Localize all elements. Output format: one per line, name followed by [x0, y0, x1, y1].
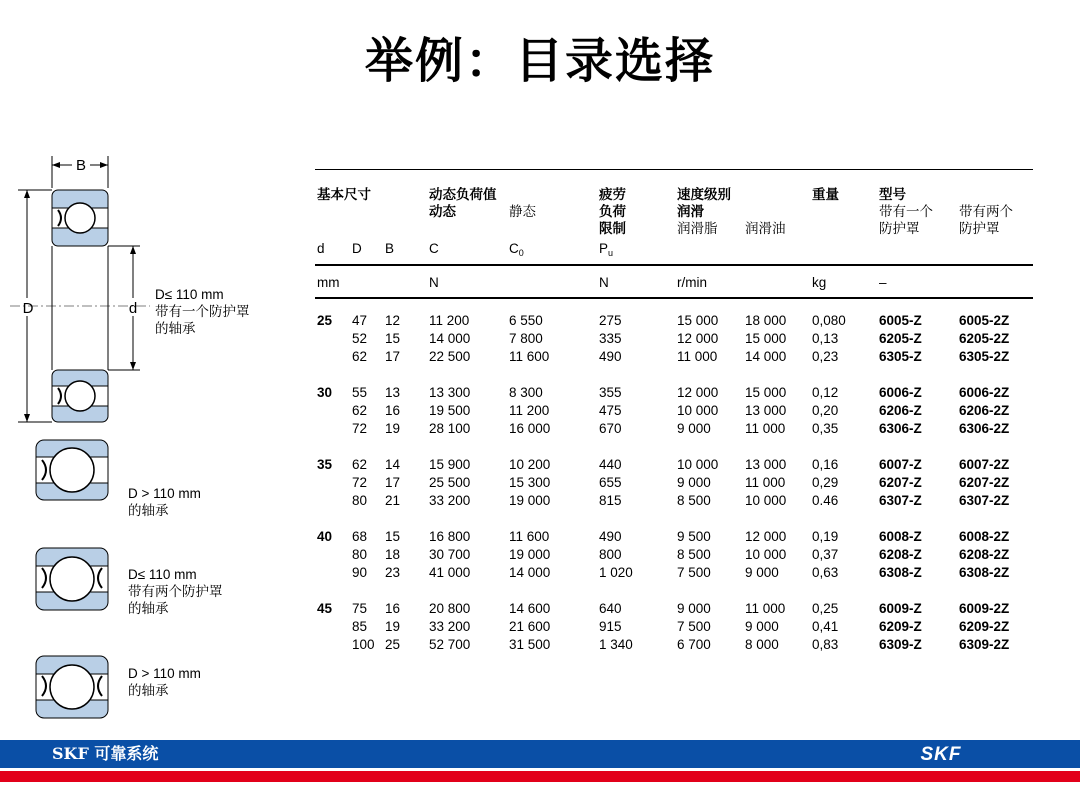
- cell-dynamic-load: 19 500: [429, 403, 471, 418]
- cell-designation-2z: 6307-2Z: [959, 493, 1010, 508]
- unit-speed: r/min: [677, 275, 707, 290]
- cell-speed-oil: 18 000: [745, 313, 787, 328]
- cell-static-load: 21 600: [509, 619, 551, 634]
- cell-fatigue-limit: 440: [599, 457, 622, 472]
- cell-dynamic-load: 25 500: [429, 475, 471, 490]
- cell-weight: 0,080: [812, 313, 846, 328]
- label-outer-d: D: [22, 300, 34, 317]
- cell-speed-grease: 10 000: [677, 403, 719, 418]
- cell-designation-z: 6309-Z: [879, 637, 922, 652]
- bearing-large-two-shields: [36, 656, 108, 718]
- page-title: 举例：目录选择: [364, 33, 715, 89]
- bearing-two-shields: [36, 548, 108, 610]
- cell-static-load: 14 000: [509, 565, 551, 580]
- cell-width-b: 13: [385, 385, 401, 400]
- cell-fatigue-limit: 335: [599, 331, 622, 346]
- cell-outer-d: 85: [352, 619, 368, 634]
- cell-outer-d: 100: [352, 637, 375, 652]
- cell-fatigue-limit: 490: [599, 529, 622, 544]
- header-one-shield: 带有一个 防护罩: [879, 204, 933, 236]
- cell-dynamic-load: 52 700: [429, 637, 471, 652]
- cell-designation-z: 6305-Z: [879, 349, 922, 364]
- cell-static-load: 11 200: [509, 403, 550, 418]
- cell-static-load: 6 550: [509, 313, 543, 328]
- table-units-rule: [315, 297, 1033, 299]
- cell-speed-grease: 8 500: [677, 493, 711, 508]
- cell-outer-d: 80: [352, 547, 368, 562]
- cell-speed-grease: 9 500: [677, 529, 711, 544]
- cell-designation-z: 6308-Z: [879, 565, 922, 580]
- skf-logo: [910, 744, 972, 762]
- cell-static-load: 19 000: [509, 547, 551, 562]
- cell-outer-d: 72: [352, 475, 368, 490]
- cell-dynamic-load: 33 200: [429, 619, 471, 634]
- cell-weight: 0,13: [812, 331, 839, 346]
- caption-large-bearing-2: D > 110 mm 的轴承: [128, 666, 201, 698]
- cell-speed-oil: 9 000: [745, 565, 779, 580]
- cell-weight: 0,23: [812, 349, 839, 364]
- footer-text: SKF 可靠系统: [52, 744, 159, 763]
- header-weight: 重量: [812, 187, 839, 202]
- cell-width-b: 23: [385, 565, 401, 580]
- cell-weight: 0.46: [812, 493, 839, 508]
- cell-speed-oil: 14 000: [745, 349, 787, 364]
- svg-text:SKF: SKF: [920, 744, 962, 762]
- cell-designation-2z: 6308-2Z: [959, 565, 1010, 580]
- cell-speed-oil: 8 000: [745, 637, 779, 652]
- cell-designation-2z: 6206-2Z: [959, 403, 1010, 418]
- cell-designation-2z: 6005-2Z: [959, 313, 1010, 328]
- label-b: B: [75, 157, 87, 174]
- unit-kg: kg: [812, 275, 827, 290]
- cell-speed-grease: 9 000: [677, 421, 711, 436]
- caption-two-shields: D≤ 110 mm 带有两个防护罩 的轴承: [128, 567, 223, 616]
- header-static: 静态: [509, 204, 536, 219]
- cell-fatigue-limit: 655: [599, 475, 622, 490]
- symbol-c0: $C_0$: [509, 241, 524, 258]
- cell-outer-d: 90: [352, 565, 368, 580]
- header-designation: 型号: [879, 187, 906, 202]
- cell-static-load: 8 300: [509, 385, 543, 400]
- caption-one-shield: D≤ 110 mm 带有一个防护罩 的轴承: [155, 287, 250, 336]
- cell-designation-z: 6205-Z: [879, 331, 922, 346]
- cell-outer-d: 52: [352, 331, 368, 346]
- cell-fatigue-limit: 640: [599, 601, 622, 616]
- header-fatigue: 疲劳 负荷 限制: [599, 187, 626, 236]
- header-two-shields: 带有两个 防护罩: [959, 204, 1013, 236]
- cell-width-b: 14: [385, 457, 401, 472]
- cell-designation-z: 6006-Z: [879, 385, 922, 400]
- cell-width-b: 25: [385, 637, 401, 652]
- table-top-rule: [315, 169, 1033, 170]
- cell-static-load: 7 800: [509, 331, 543, 346]
- cell-static-load: 31 500: [509, 637, 551, 652]
- dimension-inner-d: [108, 246, 141, 370]
- cell-fatigue-limit: 800: [599, 547, 622, 562]
- cell-static-load: 10 200: [509, 457, 551, 472]
- cell-designation-z: 6009-Z: [879, 601, 922, 616]
- cell-fatigue-limit: 355: [599, 385, 622, 400]
- symbol-d: d: [317, 241, 325, 256]
- cell-designation-z: 6207-Z: [879, 475, 922, 490]
- cell-weight: 0,25: [812, 601, 839, 616]
- cell-dynamic-load: 16 800: [429, 529, 471, 544]
- cell-outer-d: 68: [352, 529, 368, 544]
- cell-designation-2z: 6007-2Z: [959, 457, 1010, 472]
- cell-speed-oil: 15 000: [745, 331, 787, 346]
- cell-speed-grease: 7 500: [677, 565, 711, 580]
- header-dynamic-load: 动态负荷值: [429, 187, 497, 202]
- cell-dynamic-load: 15 900: [429, 457, 471, 472]
- cell-designation-z: 6007-Z: [879, 457, 922, 472]
- cell-dynamic-load: 30 700: [429, 547, 471, 562]
- cell-width-b: 12: [385, 313, 401, 328]
- cell-bore-d: 25: [317, 313, 333, 328]
- cell-speed-oil: 10 000: [745, 493, 787, 508]
- cell-speed-grease: 12 000: [677, 331, 719, 346]
- cell-dynamic-load: 11 200: [429, 313, 470, 328]
- cell-width-b: 15: [385, 331, 401, 346]
- header-lubrication: 润滑: [677, 204, 704, 219]
- cell-fatigue-limit: 915: [599, 619, 622, 634]
- header-basic-dims: 基本尺寸: [317, 187, 371, 202]
- cell-speed-grease: 12 000: [677, 385, 719, 400]
- cell-weight: 0,35: [812, 421, 839, 436]
- cell-designation-2z: 6006-2Z: [959, 385, 1010, 400]
- cell-speed-grease: 11 000: [677, 349, 718, 364]
- cell-static-load: 15 300: [509, 475, 551, 490]
- cell-static-load: 14 600: [509, 601, 551, 616]
- cell-dynamic-load: 41 000: [429, 565, 471, 580]
- cell-weight: 0,63: [812, 565, 839, 580]
- cell-fatigue-limit: 475: [599, 403, 622, 418]
- table-header-rule: [315, 264, 1033, 266]
- cell-outer-d: 62: [352, 349, 368, 364]
- unit-mm: mm: [317, 275, 340, 290]
- cell-speed-oil: 12 000: [745, 529, 787, 544]
- cell-outer-d: 80: [352, 493, 368, 508]
- cell-designation-2z: 6309-2Z: [959, 637, 1010, 652]
- cell-outer-d: 72: [352, 421, 368, 436]
- cell-width-b: 17: [385, 475, 401, 490]
- cell-width-b: 19: [385, 421, 401, 436]
- cell-designation-z: 6206-Z: [879, 403, 922, 418]
- header-speed: 速度级别: [677, 187, 731, 202]
- unit-dash: –: [879, 275, 887, 290]
- cell-outer-d: 47: [352, 313, 368, 328]
- cell-speed-oil: 13 000: [745, 457, 787, 472]
- symbol-b: B: [385, 241, 395, 256]
- cell-designation-z: 6306-Z: [879, 421, 922, 436]
- caption-large-bearing-1: D > 110 mm 的轴承: [128, 486, 201, 518]
- cell-designation-z: 6005-Z: [879, 313, 922, 328]
- cell-speed-grease: 9 000: [677, 475, 711, 490]
- cell-designation-z: 6208-Z: [879, 547, 922, 562]
- cell-speed-grease: 8 500: [677, 547, 711, 562]
- bearing-large-one-shield: [36, 440, 108, 500]
- cell-fatigue-limit: 1 020: [599, 565, 633, 580]
- cell-speed-grease: 10 000: [677, 457, 719, 472]
- cell-weight: 0,37: [812, 547, 839, 562]
- cell-designation-2z: 6008-2Z: [959, 529, 1010, 544]
- footer-red-stripe: [0, 771, 1080, 782]
- cell-speed-grease: 7 500: [677, 619, 711, 634]
- cell-speed-oil: 15 000: [745, 385, 787, 400]
- cell-designation-2z: 6209-2Z: [959, 619, 1010, 634]
- cell-static-load: 19 000: [509, 493, 551, 508]
- cell-static-load: 11 600: [509, 529, 550, 544]
- cell-designation-z: 6008-Z: [879, 529, 922, 544]
- header-dynamic: 动态: [429, 204, 456, 219]
- symbol-pu: $P_u$: [599, 241, 614, 258]
- cell-weight: 0,12: [812, 385, 839, 400]
- cell-fatigue-limit: 490: [599, 349, 622, 364]
- cell-weight: 0,83: [812, 637, 839, 652]
- cell-dynamic-load: 14 000: [429, 331, 471, 346]
- cell-designation-z: 6209-Z: [879, 619, 922, 634]
- cell-bore-d: 45: [317, 601, 333, 616]
- cell-width-b: 16: [385, 403, 401, 418]
- cell-speed-grease: 15 000: [677, 313, 719, 328]
- cell-designation-2z: 6009-2Z: [959, 601, 1010, 616]
- symbol-c: C: [429, 241, 439, 256]
- unit-n-fatigue: N: [599, 275, 609, 290]
- cell-fatigue-limit: 1 340: [599, 637, 633, 652]
- cell-speed-oil: 10 000: [745, 547, 787, 562]
- cell-speed-grease: 6 700: [677, 637, 711, 652]
- dimension-b: [52, 156, 108, 188]
- cell-dynamic-load: 28 100: [429, 421, 471, 436]
- header-oil: 润滑油: [745, 221, 786, 236]
- cell-speed-oil: 11 000: [745, 601, 786, 616]
- cell-weight: 0,29: [812, 475, 839, 490]
- label-inner-d: d: [128, 300, 138, 317]
- cell-designation-z: 6307-Z: [879, 493, 922, 508]
- cell-fatigue-limit: 275: [599, 313, 622, 328]
- cell-fatigue-limit: 815: [599, 493, 622, 508]
- cell-speed-oil: 11 000: [745, 421, 786, 436]
- cell-weight: 0,16: [812, 457, 839, 472]
- cell-outer-d: 62: [352, 403, 368, 418]
- cell-width-b: 15: [385, 529, 401, 544]
- cell-designation-2z: 6205-2Z: [959, 331, 1010, 346]
- cell-static-load: 11 600: [509, 349, 550, 364]
- cell-bore-d: 40: [317, 529, 333, 544]
- cell-width-b: 16: [385, 601, 401, 616]
- cell-speed-grease: 9 000: [677, 601, 711, 616]
- cell-designation-2z: 6306-2Z: [959, 421, 1010, 436]
- cell-weight: 0,20: [812, 403, 839, 418]
- cell-width-b: 21: [385, 493, 401, 508]
- cell-speed-oil: 9 000: [745, 619, 779, 634]
- cell-designation-2z: 6207-2Z: [959, 475, 1010, 490]
- cell-designation-2z: 6208-2Z: [959, 547, 1010, 562]
- cell-speed-oil: 13 000: [745, 403, 787, 418]
- bearing-drawings: [0, 150, 300, 730]
- cell-dynamic-load: 13 300: [429, 385, 471, 400]
- cell-dynamic-load: 20 800: [429, 601, 471, 616]
- cell-outer-d: 55: [352, 385, 368, 400]
- cell-fatigue-limit: 670: [599, 421, 622, 436]
- symbol-outer-d: D: [352, 241, 362, 256]
- cell-speed-oil: 11 000: [745, 475, 786, 490]
- cell-bore-d: 30: [317, 385, 333, 400]
- cell-weight: 0,41: [812, 619, 839, 634]
- cell-dynamic-load: 22 500: [429, 349, 471, 364]
- cell-outer-d: 62: [352, 457, 368, 472]
- cell-designation-2z: 6305-2Z: [959, 349, 1010, 364]
- cell-dynamic-load: 33 200: [429, 493, 471, 508]
- cell-width-b: 19: [385, 619, 401, 634]
- cell-width-b: 17: [385, 349, 401, 364]
- cell-weight: 0,19: [812, 529, 839, 544]
- header-grease: 润滑脂: [677, 221, 718, 236]
- cell-bore-d: 35: [317, 457, 333, 472]
- unit-n-load: N: [429, 275, 439, 290]
- cell-static-load: 16 000: [509, 421, 551, 436]
- cell-width-b: 18: [385, 547, 401, 562]
- cell-outer-d: 75: [352, 601, 368, 616]
